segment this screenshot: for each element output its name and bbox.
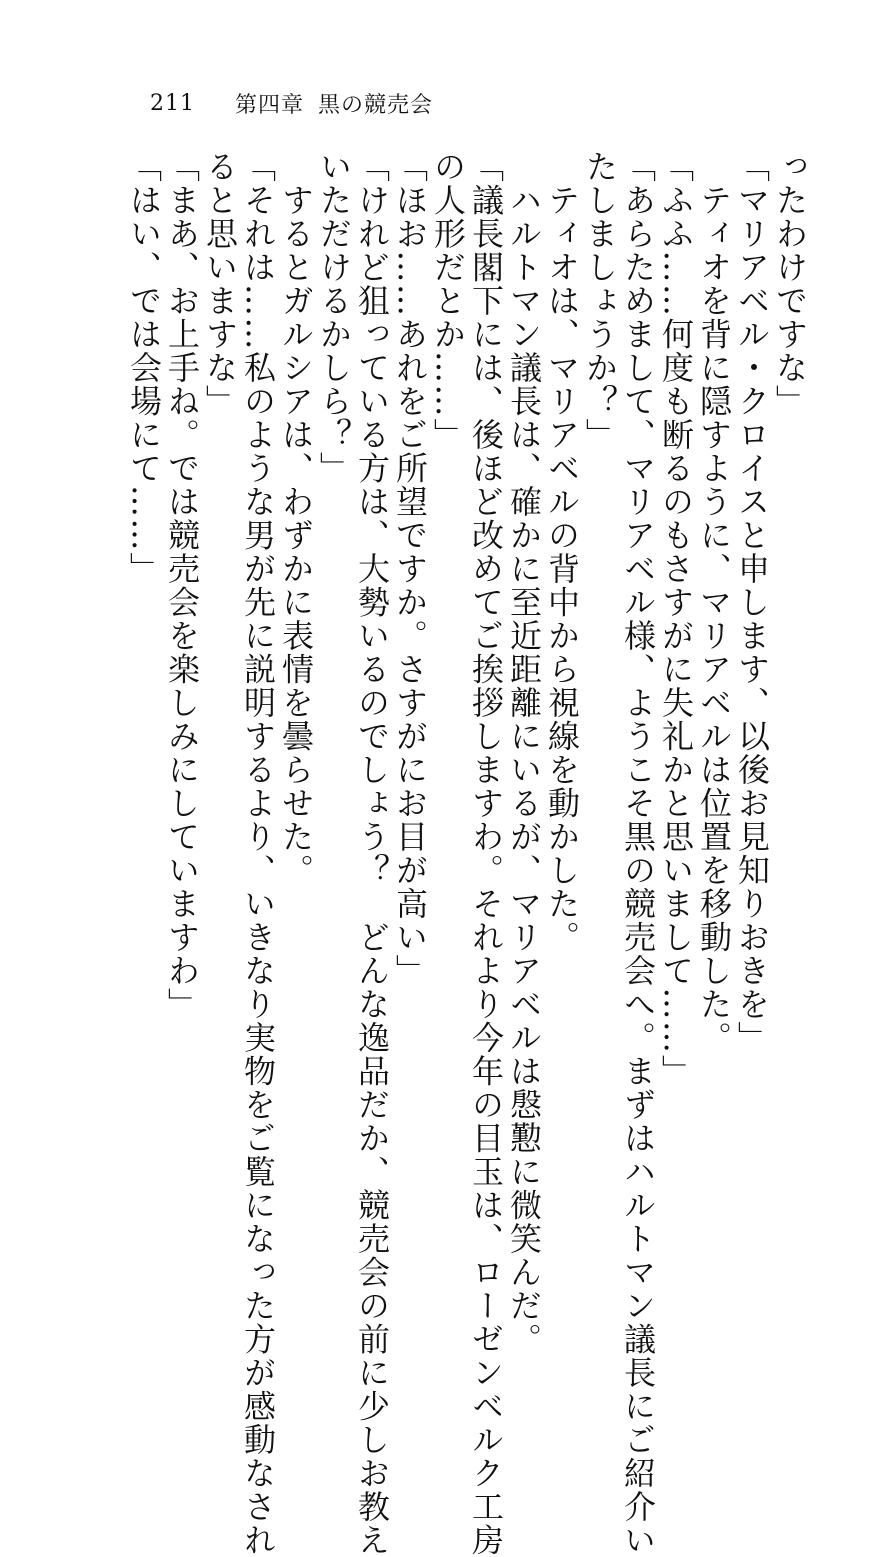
vertical-text-body [49,150,809,1557]
text-line: 「マリアベル・クロイスと申します、以後お見知りおきを」 [733,150,771,1055]
text-line: するとガルシアは、わずかに表情を曇らせた。 [277,150,315,887]
text-line: たしましょうか？」 [581,150,619,452]
page-number: 211 [150,90,195,116]
text-line: いただけるかしら？」 [315,150,353,485]
chapter-label: 第四章 [235,92,305,118]
text-line: 「ふふ……何度も断るのもさすがに失礼かと思いまして……」 [657,150,695,1088]
text-line: 「ほお……あれをご所望ですか。さすがにお目が高い」 [391,150,429,988]
text-line: 「はい、では会場にて……」 [125,150,163,586]
text-line: 「けれど狙っている方は、大勢いるのでしょう？ どんな逸品だか、競売会の前に少しお教え [353,150,391,1557]
text-line: 「議長閣下には、後ほど改めてご挨拶しますわ。それより今年の目玉は、ローゼンベルク工房 [467,150,505,1557]
text-line: 「まあ、お上手ね。では競売会を楽しみにしていますわ」 [163,150,201,1021]
text-line: 「それは……私のような男が先に説明するより、いきなり実物をご覧になった方が感動なされ [239,150,277,1557]
text-line: ティオを背に隠すように、マリアベルは位置を移動した。 [695,150,733,1055]
text-line: の人形だとか……」 [429,150,467,452]
text-line: ハルトマン議長は、確かに至近距離にいるが、マリアベルは慇懃に微笑んだ。 [505,150,543,1356]
chapter-title: 黒の競売会 [318,92,434,118]
text-line: 「あらためまして、マリアベル様、ようこそ黒の競売会へ。まずはハルトマン議長にご紹介い [619,150,657,1557]
text-line: ったわけですな」 [771,150,809,418]
text-line: ティオは、マリアベルの背中から視線を動かした。 [543,150,581,954]
text-line: ると思いますな」 [201,150,239,418]
running-header [150,88,433,118]
